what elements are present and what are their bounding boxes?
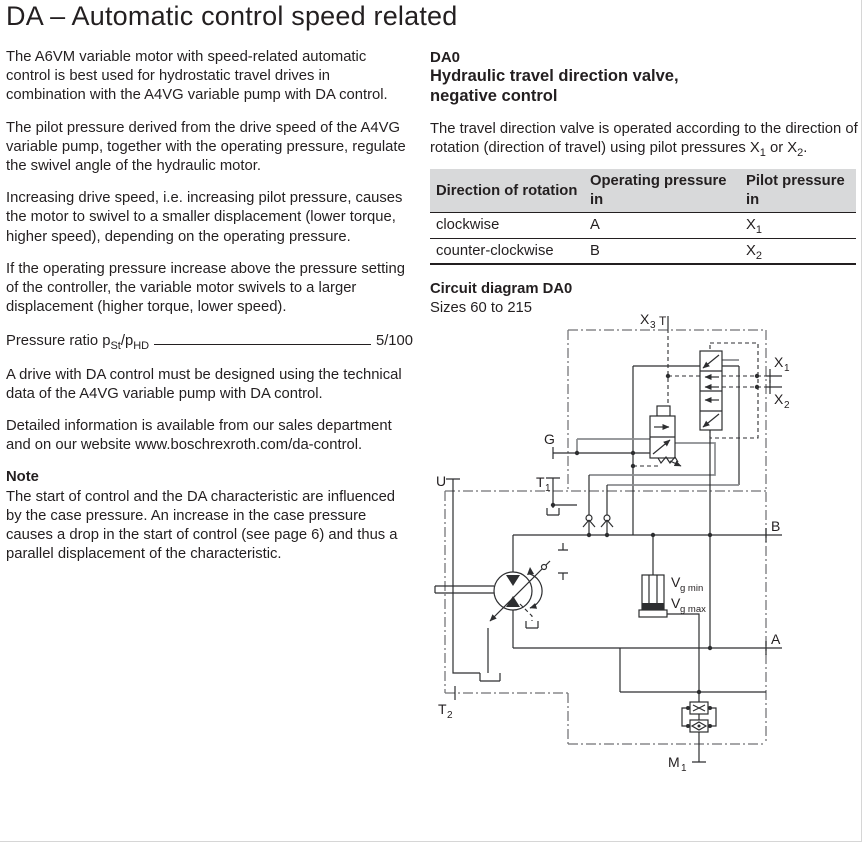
col-header-direction: Direction of rotation xyxy=(430,169,584,213)
port-label-a: A xyxy=(771,631,781,647)
drive-shaft-icon xyxy=(435,586,494,593)
note-text: The start of control and the DA characteristic are influenced by the case pressure. An increase in the case pressure causes a drop in the start of control (see page 6) and thus a parallel displacement of the characteristic. xyxy=(6,488,398,563)
label-vg-max: V xyxy=(671,595,681,611)
control-module-housing xyxy=(633,366,739,535)
port-label-b: B xyxy=(771,518,781,534)
label-vg-min: V xyxy=(671,574,681,590)
travel-direction-valve-symbol xyxy=(700,351,722,430)
pressure-ratio-label: Pressure ratio $p_{St}/p_{HD}$ xyxy=(6,333,150,353)
diagram-title: Circuit diagram DA0 xyxy=(430,280,573,297)
right-column xyxy=(430,48,858,774)
diagram-subtitle: Sizes 60 to 215 xyxy=(430,300,533,317)
svg-text:1: 1 xyxy=(784,363,790,374)
tank-icon xyxy=(526,621,538,628)
port-label-t2: T xyxy=(438,701,447,717)
svg-text:g max: g max xyxy=(680,604,706,615)
circuit-diagram xyxy=(430,303,860,797)
left-column xyxy=(6,48,413,577)
port-label-t: T xyxy=(659,314,667,328)
pressure-ratio-row xyxy=(6,330,413,351)
leader-line xyxy=(154,330,371,345)
paragraph-6: Detailed information is available from our sales department and on our website www.boschrexroth.com/da-control. xyxy=(6,418,392,454)
direction-of-rotation-table xyxy=(430,169,856,264)
page-title: DA – Automatic control speed related xyxy=(6,1,458,31)
table-row: counter-clockwise B $X_2$ xyxy=(430,238,856,264)
section-intro: The travel direction valve is operated according to the direction of rotation (direction of travel) using pilot pressures $X_1$ or $X_2$. xyxy=(430,121,858,160)
variable-motor-symbol xyxy=(435,543,568,621)
check-valve-icon xyxy=(601,485,613,535)
adjust-arrow-icon xyxy=(670,461,681,466)
section-code: DA0 xyxy=(430,49,461,66)
svg-text:2: 2 xyxy=(447,710,453,721)
port-label-t1: T xyxy=(536,474,545,490)
check-valve-box-icon xyxy=(690,720,708,732)
stroking-cylinder-symbol xyxy=(639,575,667,617)
port-label-u: U xyxy=(436,473,447,489)
check-valve-icon xyxy=(583,475,595,535)
stop-marks-icon xyxy=(558,543,568,580)
port-label-g: G xyxy=(544,431,555,447)
port-labels xyxy=(436,311,790,774)
note-heading: Note xyxy=(6,469,39,486)
paragraph-3: Increasing drive speed, i.e. increasing pilot pressure, causes the motor to swivel to a smaller displacement (lower torque, higher speed), depending on the operating pressure. xyxy=(6,190,403,245)
section-heading: Hydraulic travel direction valve, negative control xyxy=(430,67,679,105)
paragraph-5: A drive with DA control must be designed using the technical data of the A4VG variable pump with DA control. xyxy=(6,366,402,402)
paragraph-2: The pilot pressure derived from the drive speed of the A4VG variable pump, together with the operating pressure, regulate the swivel angle of the hydraulic motor. xyxy=(6,119,406,175)
pressure-ratio-value: 5/100 xyxy=(375,333,413,350)
svg-text:2: 2 xyxy=(784,400,790,411)
svg-text:g min: g min xyxy=(680,583,704,594)
tank-icon xyxy=(547,508,559,515)
svg-text:3: 3 xyxy=(650,320,656,331)
port-ticks xyxy=(446,316,782,762)
port-label-x3: X xyxy=(640,311,650,327)
orifice-icon xyxy=(690,702,708,714)
col-header-operating: Operating pressure in xyxy=(584,169,740,213)
working-lines xyxy=(453,430,782,702)
paragraph-1: The A6VM variable motor with speed-related automatic control is best used for hydrostatic travel drives in combination with the A4VG variable pump with DA control. xyxy=(6,49,388,104)
table-header-row xyxy=(430,169,856,213)
col-header-pilot: Pilot pressure in xyxy=(740,169,856,213)
paragraph-4: If the operating pressure increase above the pressure setting of the controller, the variable motor swivels to a larger displacement (higher torque, lower speed). xyxy=(6,260,405,316)
tank-icon xyxy=(480,628,500,681)
port-label-x1: X xyxy=(774,354,784,370)
svg-text:1: 1 xyxy=(681,763,687,774)
port-label-m1: M xyxy=(668,754,680,770)
svg-text:1: 1 xyxy=(545,483,551,494)
port-label-x2: X xyxy=(774,391,784,407)
control-valve-symbol xyxy=(650,406,681,466)
table-row: clockwise A $X_1$ xyxy=(430,213,856,238)
